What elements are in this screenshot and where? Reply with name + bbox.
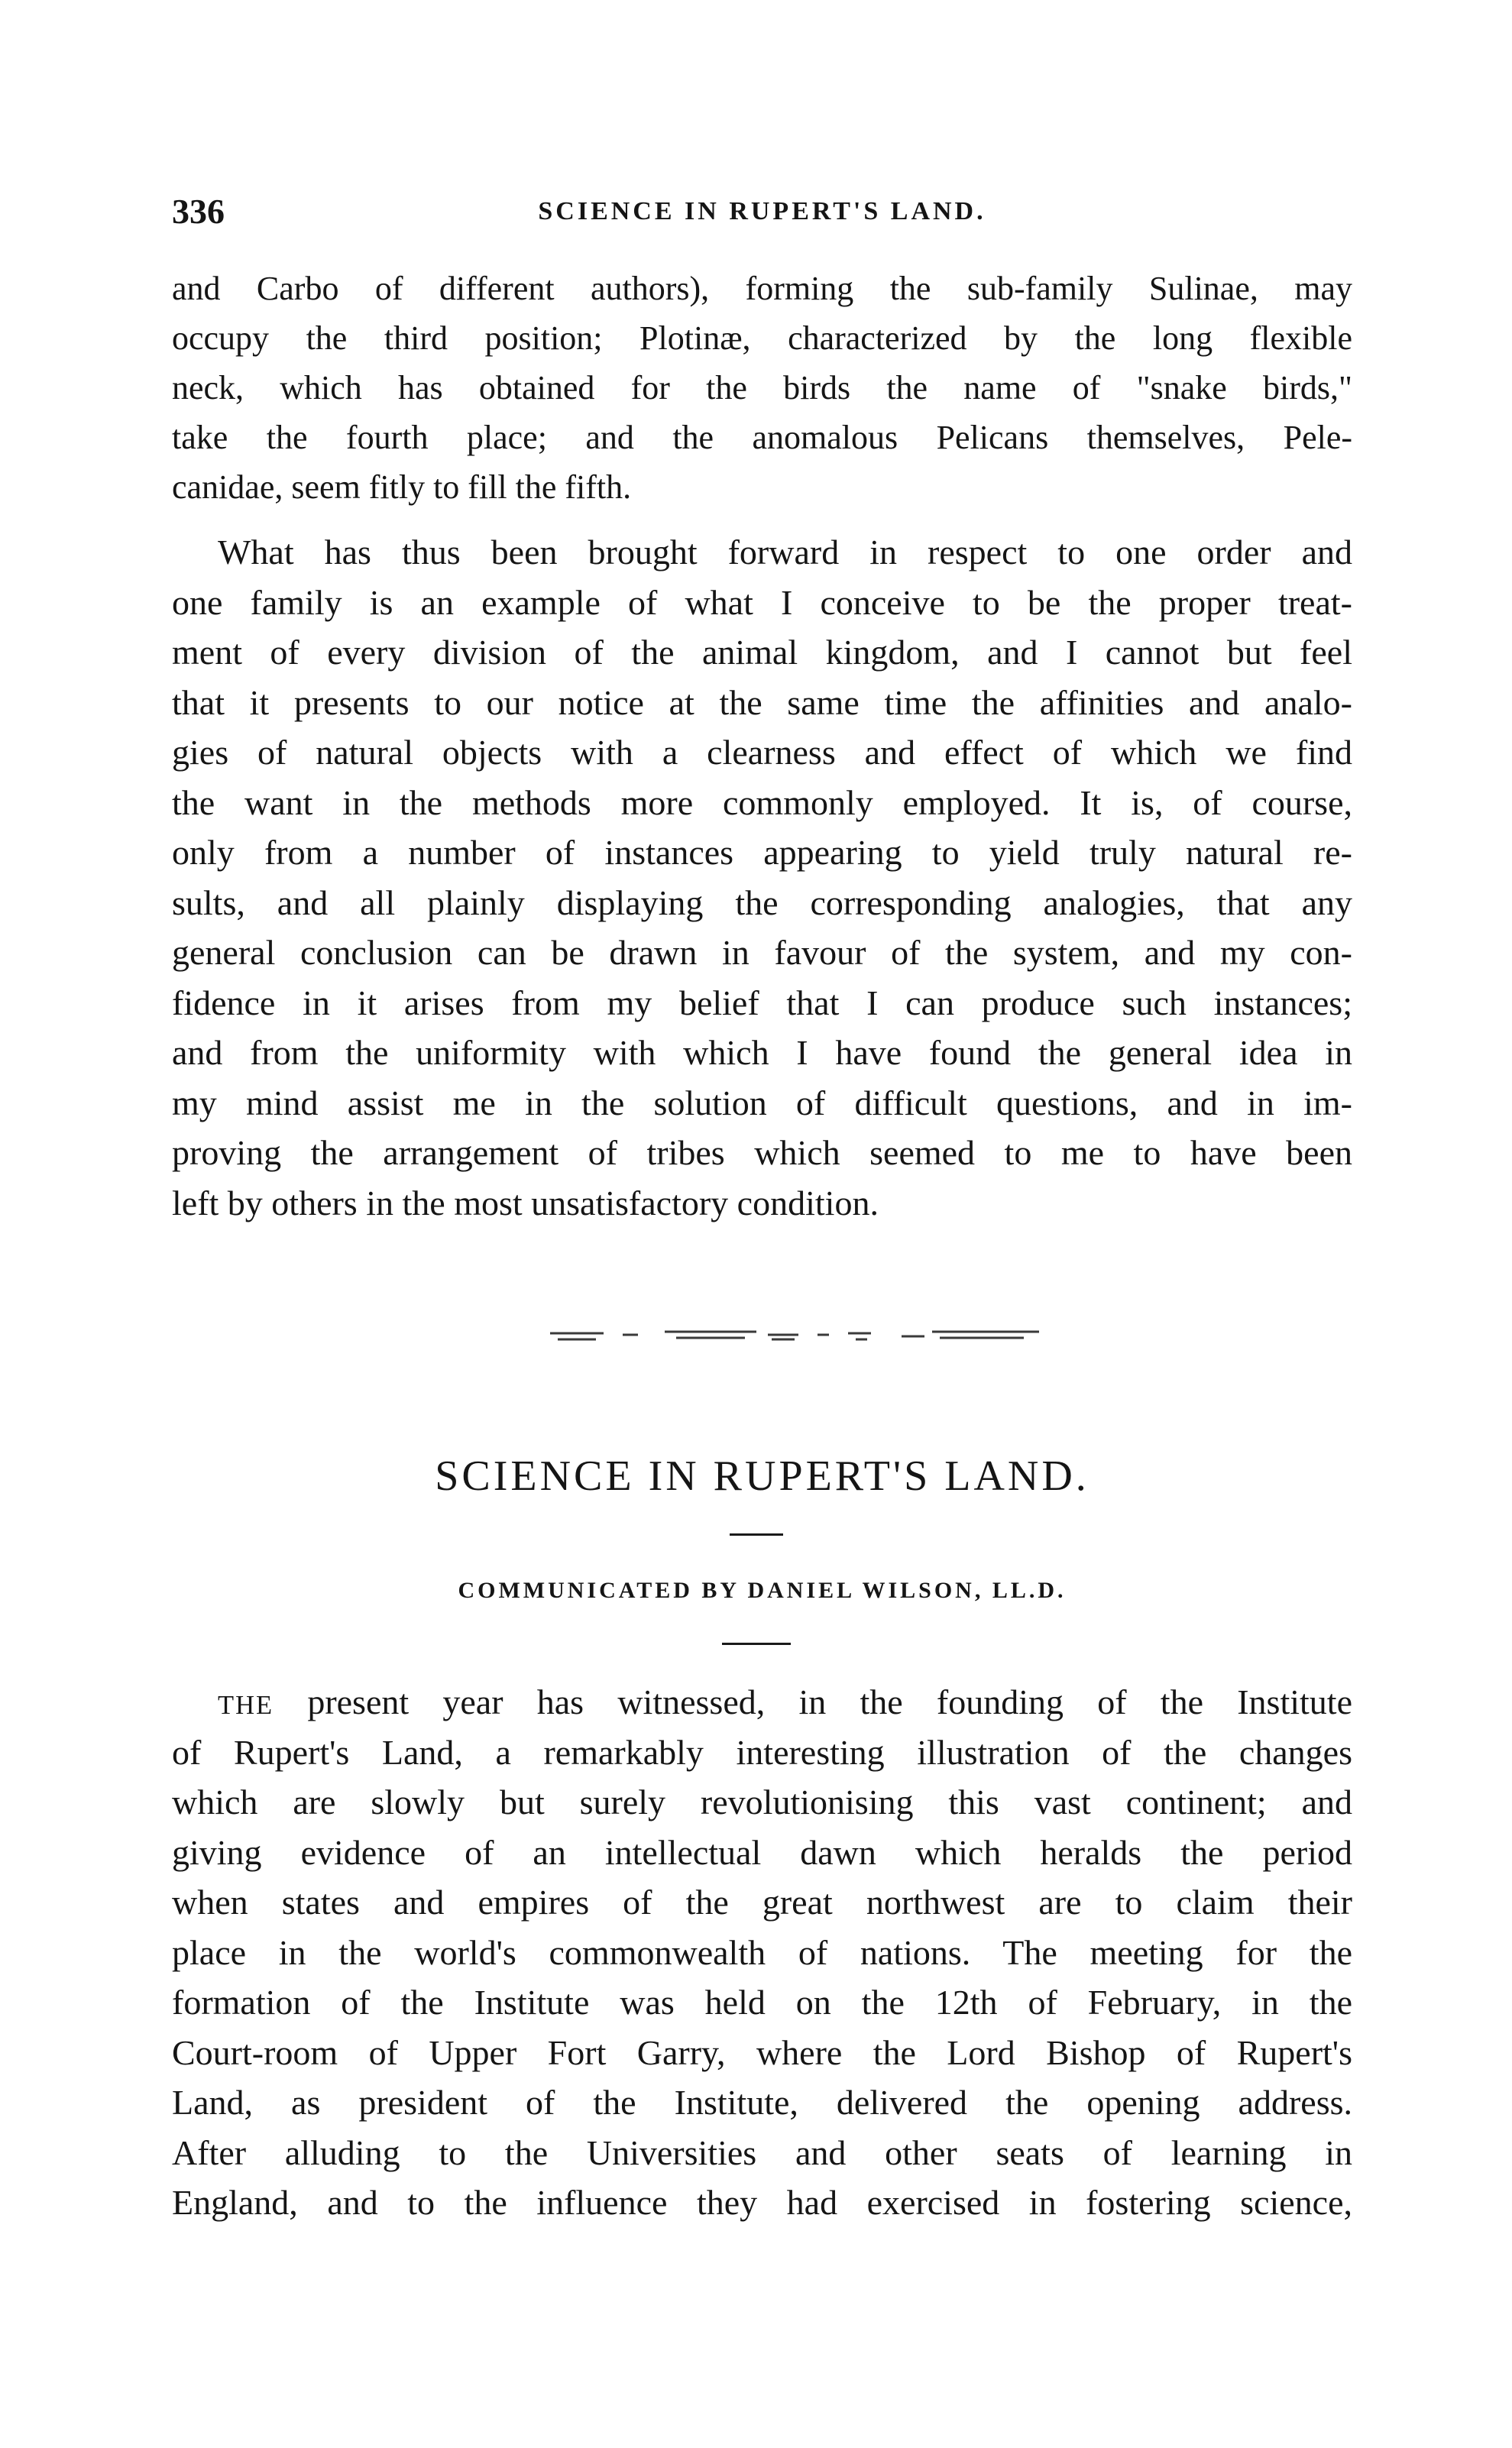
text-line: left by others in the most unsatisfactory condition. (172, 1183, 879, 1222)
text-line: general conclusion can be drawn in favour of the system, and my con- (172, 933, 1352, 972)
text-line: when states and empires of the great northwest are to claim their (172, 1883, 1352, 1922)
text-line: of Rupert's Land, a remarkably interesting illustration of the changes (172, 1732, 1352, 1772)
running-head: SCIENCE IN RUPERT'S LAND. (538, 197, 986, 225)
text-line: After alluding to the Universities and other seats of learning in (172, 2132, 1352, 2172)
opening-word: THE (218, 1691, 274, 1720)
text-line: England, and to the influence they had exercised in fostering science, (172, 2183, 1352, 2222)
article-byline: COMMUNICATED BY DANIEL WILSON, LL.D. (458, 1578, 1067, 1603)
text-line: canidae, seem fitly to fill the fifth. (172, 468, 632, 506)
text-line: fidence in it arises from my belief that I can produce such instances; (172, 983, 1352, 1022)
text-line: ment of every division of the animal kingdom, and I cannot but feel (172, 633, 1352, 672)
text-line: that it presents to our notice at the same time the affinities and analo- (172, 682, 1352, 722)
text-line: my mind assist me in the solution of difficult questions, and in im- (172, 1083, 1352, 1122)
text-line: proving the arrangement of tribes which seemed to me to have been (172, 1133, 1352, 1172)
text-line: neck, which has obtained for the birds the name of "snake birds," (172, 369, 1352, 406)
text-line: formation of the Institute was held on the 12th of February, in the (172, 1983, 1352, 2022)
byline-rule (722, 1643, 791, 1645)
text-line: the want in the methods more commonly employed. It is, of course, (172, 782, 1352, 822)
text-line: place in the world's commonwealth of nations. The meeting for the (172, 1932, 1352, 1972)
text-line: giving evidence of an intellectual dawn which heralds the period (172, 1832, 1352, 1872)
continued-paragraph (172, 264, 1352, 512)
text-line: take the fourth place; and the anomalous Pelicans themselves, Pele- (172, 419, 1352, 456)
page-number: 336 (172, 192, 225, 231)
text-line: one family is an example of what I conceive to be the proper treat- (172, 582, 1352, 622)
text-line: and from the uniformity with which I have found the general idea in (172, 1033, 1352, 1072)
text-line: and Carbo of different authors), forming the sub-family Sulinae, may (172, 270, 1352, 307)
text-line: occupy the third position; Plotinæ, characterized by the long flexible (172, 319, 1352, 357)
article-title: SCIENCE IN RUPERT'S LAND. (435, 1452, 1089, 1500)
text-line: gies of natural objects with a clearness and effect of which we find (172, 733, 1352, 772)
closing-paragraph (172, 527, 1352, 1228)
text-line (172, 1677, 1352, 1728)
section-ornament (550, 1326, 1054, 1344)
page-header (172, 191, 1352, 244)
title-rule (730, 1533, 783, 1536)
text-line: which are slowly but surely revolutionising this vast continent; and (172, 1783, 1352, 1821)
article-paragraph (172, 1677, 1352, 2228)
text-line: sults, and all plainly displaying the corresponding analogies, that any (172, 882, 1352, 922)
opening-line-text: present year has witnessed, in the founding of the Institute (307, 1682, 1352, 1721)
text-line: only from a number of instances appearing to yield truly natural re- (172, 833, 1352, 872)
text-line: What has thus been brought forward in respect to one order and (218, 533, 1352, 572)
text-line: Land, as president of the Institute, delivered the opening address. (172, 2083, 1352, 2122)
text-line: Court-room of Upper Fort Garry, where the Lord Bishop of Rupert's (172, 2032, 1352, 2072)
